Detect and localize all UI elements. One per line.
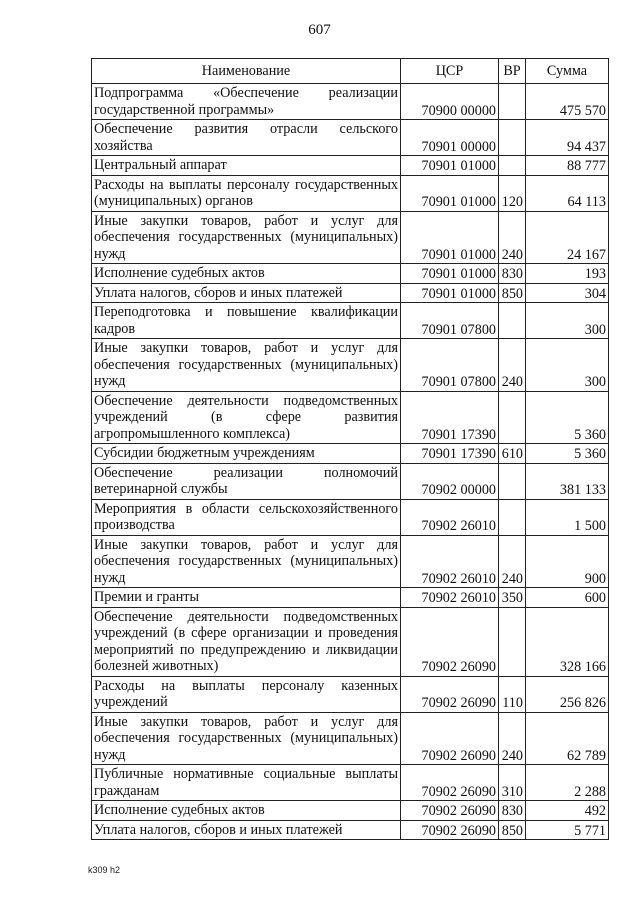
name-cell: Иные закупки товаров, работ и услуг для обеспечения государственных (муниципальных) нужд: [92, 535, 401, 588]
csr-cell: 70901 01000: [401, 175, 499, 211]
vr-cell: 110: [499, 676, 526, 712]
column-header-sum: Сумма: [526, 59, 609, 84]
budget-table: [91, 58, 609, 840]
name-cell: Подпрограмма «Обеспечение реализации государственной программы»: [92, 84, 401, 120]
csr-cell: 70901 01000: [401, 283, 499, 303]
sum-cell: 475 570: [526, 84, 609, 120]
name-cell: Обеспечение реализации полномочий ветеринарной службы: [92, 463, 401, 499]
table-header-row: [92, 59, 609, 84]
table-row: [92, 801, 609, 821]
column-header-vr: ВР: [499, 59, 526, 84]
table-row: [92, 391, 609, 444]
name-cell: Расходы на выплаты персоналу государственных (муниципальных) органов: [92, 175, 401, 211]
table-row: [92, 175, 609, 211]
table-row: [92, 463, 609, 499]
vr-cell: 850: [499, 820, 526, 840]
table-row: [92, 588, 609, 608]
vr-cell: 240: [499, 535, 526, 588]
sum-cell: 5 360: [526, 391, 609, 444]
name-cell: Публичные нормативные социальные выплаты гражданам: [92, 765, 401, 801]
csr-cell: 70902 26090: [401, 712, 499, 765]
vr-cell: [499, 84, 526, 120]
table-row: [92, 120, 609, 156]
name-cell: Переподготовка и повышение квалификации кадров: [92, 303, 401, 339]
sum-cell: 62 789: [526, 712, 609, 765]
csr-cell: 70901 01000: [401, 211, 499, 264]
table-row: [92, 211, 609, 264]
sum-cell: 492: [526, 801, 609, 821]
name-cell: Исполнение судебных актов: [92, 264, 401, 284]
name-cell: Премии и гранты: [92, 588, 401, 608]
sum-cell: 381 133: [526, 463, 609, 499]
table-row: [92, 676, 609, 712]
name-cell: Иные закупки товаров, работ и услуг для обеспечения государственных (муниципальных) нужд: [92, 339, 401, 392]
csr-cell: 70902 26010: [401, 535, 499, 588]
vr-cell: [499, 303, 526, 339]
table-row: [92, 339, 609, 392]
sum-cell: 328 166: [526, 607, 609, 676]
csr-cell: 70901 17390: [401, 391, 499, 444]
column-header-name: Наименование: [92, 59, 401, 84]
name-cell: Иные закупки товаров, работ и услуг для обеспечения государственных (муниципальных) нужд: [92, 211, 401, 264]
name-cell: Мероприятия в области сельскохозяйственного производства: [92, 499, 401, 535]
csr-cell: 70901 01000: [401, 264, 499, 284]
name-cell: Иные закупки товаров, работ и услуг для обеспечения государственных (муниципальных) нужд: [92, 712, 401, 765]
name-cell: Уплата налогов, сборов и иных платежей: [92, 283, 401, 303]
sum-cell: 88 777: [526, 156, 609, 176]
sum-cell: 193: [526, 264, 609, 284]
vr-cell: [499, 607, 526, 676]
vr-cell: [499, 499, 526, 535]
csr-cell: 70901 07800: [401, 303, 499, 339]
csr-cell: 70902 26090: [401, 607, 499, 676]
sum-cell: 64 113: [526, 175, 609, 211]
csr-cell: 70901 01000: [401, 156, 499, 176]
footer-code: k309 h2: [88, 865, 121, 875]
csr-cell: 70902 26090: [401, 676, 499, 712]
name-cell: Уплата налогов, сборов и иных платежей: [92, 820, 401, 840]
sum-cell: 94 437: [526, 120, 609, 156]
sum-cell: 2 288: [526, 765, 609, 801]
sum-cell: 5 771: [526, 820, 609, 840]
vr-cell: 830: [499, 801, 526, 821]
column-header-csr: ЦСР: [401, 59, 499, 84]
table-body: [92, 84, 609, 840]
csr-cell: 70901 07800: [401, 339, 499, 392]
vr-cell: 830: [499, 264, 526, 284]
csr-cell: 70900 00000: [401, 84, 499, 120]
name-cell: Исполнение судебных актов: [92, 801, 401, 821]
table-row: [92, 607, 609, 676]
vr-cell: 240: [499, 339, 526, 392]
vr-cell: 240: [499, 712, 526, 765]
sum-cell: 256 826: [526, 676, 609, 712]
table-row: [92, 264, 609, 284]
vr-cell: [499, 120, 526, 156]
table-row: [92, 303, 609, 339]
sum-cell: 1 500: [526, 499, 609, 535]
table-row: [92, 820, 609, 840]
table-row: [92, 444, 609, 464]
vr-cell: [499, 156, 526, 176]
sum-cell: 900: [526, 535, 609, 588]
name-cell: Расходы на выплаты персоналу казенных учреждений: [92, 676, 401, 712]
vr-cell: 350: [499, 588, 526, 608]
table-row: [92, 499, 609, 535]
sum-cell: 300: [526, 303, 609, 339]
table-row: [92, 535, 609, 588]
vr-cell: [499, 463, 526, 499]
vr-cell: 240: [499, 211, 526, 264]
vr-cell: 310: [499, 765, 526, 801]
sum-cell: 304: [526, 283, 609, 303]
name-cell: Обеспечение деятельности подведомственных учреждений (в сфере развития агропромышленного комплекса): [92, 391, 401, 444]
table-row: [92, 283, 609, 303]
csr-cell: 70901 00000: [401, 120, 499, 156]
sum-cell: 24 167: [526, 211, 609, 264]
table-row: [92, 712, 609, 765]
sum-cell: 5 360: [526, 444, 609, 464]
vr-cell: 120: [499, 175, 526, 211]
csr-cell: 70902 26090: [401, 801, 499, 821]
csr-cell: 70902 26010: [401, 499, 499, 535]
table-row: [92, 156, 609, 176]
csr-cell: 70902 26010: [401, 588, 499, 608]
vr-cell: 850: [499, 283, 526, 303]
csr-cell: 70901 17390: [401, 444, 499, 464]
page-number: 607: [308, 22, 331, 38]
csr-cell: 70902 26090: [401, 765, 499, 801]
table-row: [92, 765, 609, 801]
vr-cell: 610: [499, 444, 526, 464]
csr-cell: 70902 26090: [401, 820, 499, 840]
name-cell: Субсидии бюджетным учреждениям: [92, 444, 401, 464]
name-cell: Обеспечение деятельности подведомственных учреждений (в сфере организации и проведения мероприятий по предупреждению и ликвидации болезней животных): [92, 607, 401, 676]
table-row: [92, 84, 609, 120]
name-cell: Центральный аппарат: [92, 156, 401, 176]
vr-cell: [499, 391, 526, 444]
csr-cell: 70902 00000: [401, 463, 499, 499]
sum-cell: 600: [526, 588, 609, 608]
sum-cell: 300: [526, 339, 609, 392]
name-cell: Обеспечение развития отрасли сельского хозяйства: [92, 120, 401, 156]
